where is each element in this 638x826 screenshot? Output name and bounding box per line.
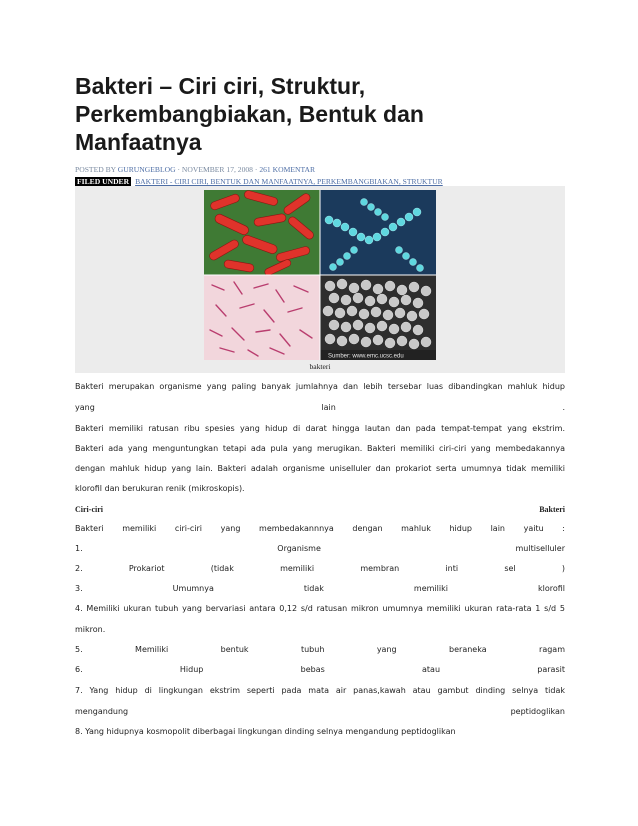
list-item: 3. Umumnya tidak memiliki klorofil	[75, 584, 565, 593]
author-link[interactable]: GURUNGEBLOG	[117, 165, 176, 174]
list-item: 6. Hidup bebas atau parasit	[75, 665, 565, 674]
category-links[interactable]: BAKTERI - CIRI CIRI, BENTUK DAN MANFAATNYA, PERKEMBANGBIAKAN, STRUKTUR	[135, 177, 443, 186]
word: lain	[321, 403, 336, 412]
list-item: mengandung peptidoglikan	[75, 707, 565, 716]
heading-right: Bakteri	[539, 505, 565, 514]
figure-caption: bakteri	[309, 362, 331, 371]
section-intro: Bakteri memiliki ciri-ciri yang membedakannnya dengan mahluk hidup lain yaitu :	[75, 524, 565, 533]
list-item: 7. Yang hidup di lingkungan ekstrim seperti pada mata air panas,kawah atau gambut dinding selnya tidak	[75, 686, 565, 695]
paragraph-line: klorofil dan berukuran renik (mikroskopis).	[75, 484, 245, 493]
list-item: mikron.	[75, 625, 106, 634]
list-item: 8. Yang hidupnya kosmopolit diberbagai lingkungan dinding selnya mengandung peptidoglikan	[75, 727, 456, 736]
meta-date: · NOVEMBER 17, 2008 ·	[175, 165, 260, 174]
paragraph-line: Bakteri ada yang menguntungkan tetapi ada pula yang merugikan. Bakteri memiliki ciri-ciri yang membedakannya	[75, 444, 565, 453]
list-item: 5. Memiliki bentuk tubuh yang beraneka ragam	[75, 645, 565, 654]
list-item: 1. Organisme multiselluler	[75, 544, 565, 553]
list-item: 4. Memiliki ukuran tubuh yang bervariasi antara 0,12 s/d ratusan mikron umumnya memiliki ukuran rata-rata 1 s/d 5	[75, 604, 565, 613]
word: .	[562, 403, 565, 412]
image-credit: Sumber: www.emc.ucsc.edu	[328, 353, 404, 360]
list-item: 2. Prokariot (tidak memiliki membran inti sel )	[75, 564, 565, 573]
filed-under	[75, 177, 575, 186]
paragraph-line: Bakteri merupakan organisme yang paling banyak jumlahnya dan lebih tersebar luas dibandingkan mahluk hidup	[75, 382, 565, 391]
heading-left: Ciri-ciri	[75, 505, 103, 514]
paragraph-line: dengan mahluk hidup yang lain. Bakteri adalah organisme uniselluler dan prokariot serta umumnya tidak memiliki	[75, 464, 565, 473]
article-title: Bakteri – Ciri ciri, Struktur, Perkembangbiakan, Bentuk dan Manfaatnya	[75, 73, 424, 155]
meta-posted-label: POSTED BY	[75, 165, 118, 174]
figure-container	[75, 186, 565, 373]
section-heading	[75, 505, 565, 514]
comments-link[interactable]: 261 KOMENTAR	[259, 165, 316, 174]
post-meta	[75, 165, 575, 174]
paragraph-line	[75, 403, 565, 412]
bacteria-image	[204, 190, 436, 360]
word: yang	[75, 403, 95, 412]
filed-under-label: FILED UNDER	[77, 177, 130, 186]
paragraph-line: Bakteri memiliki ratusan ribu spesies yang hidup di darat hingga lautan dan pada tempat-tempat yang ekstrim.	[75, 424, 565, 433]
